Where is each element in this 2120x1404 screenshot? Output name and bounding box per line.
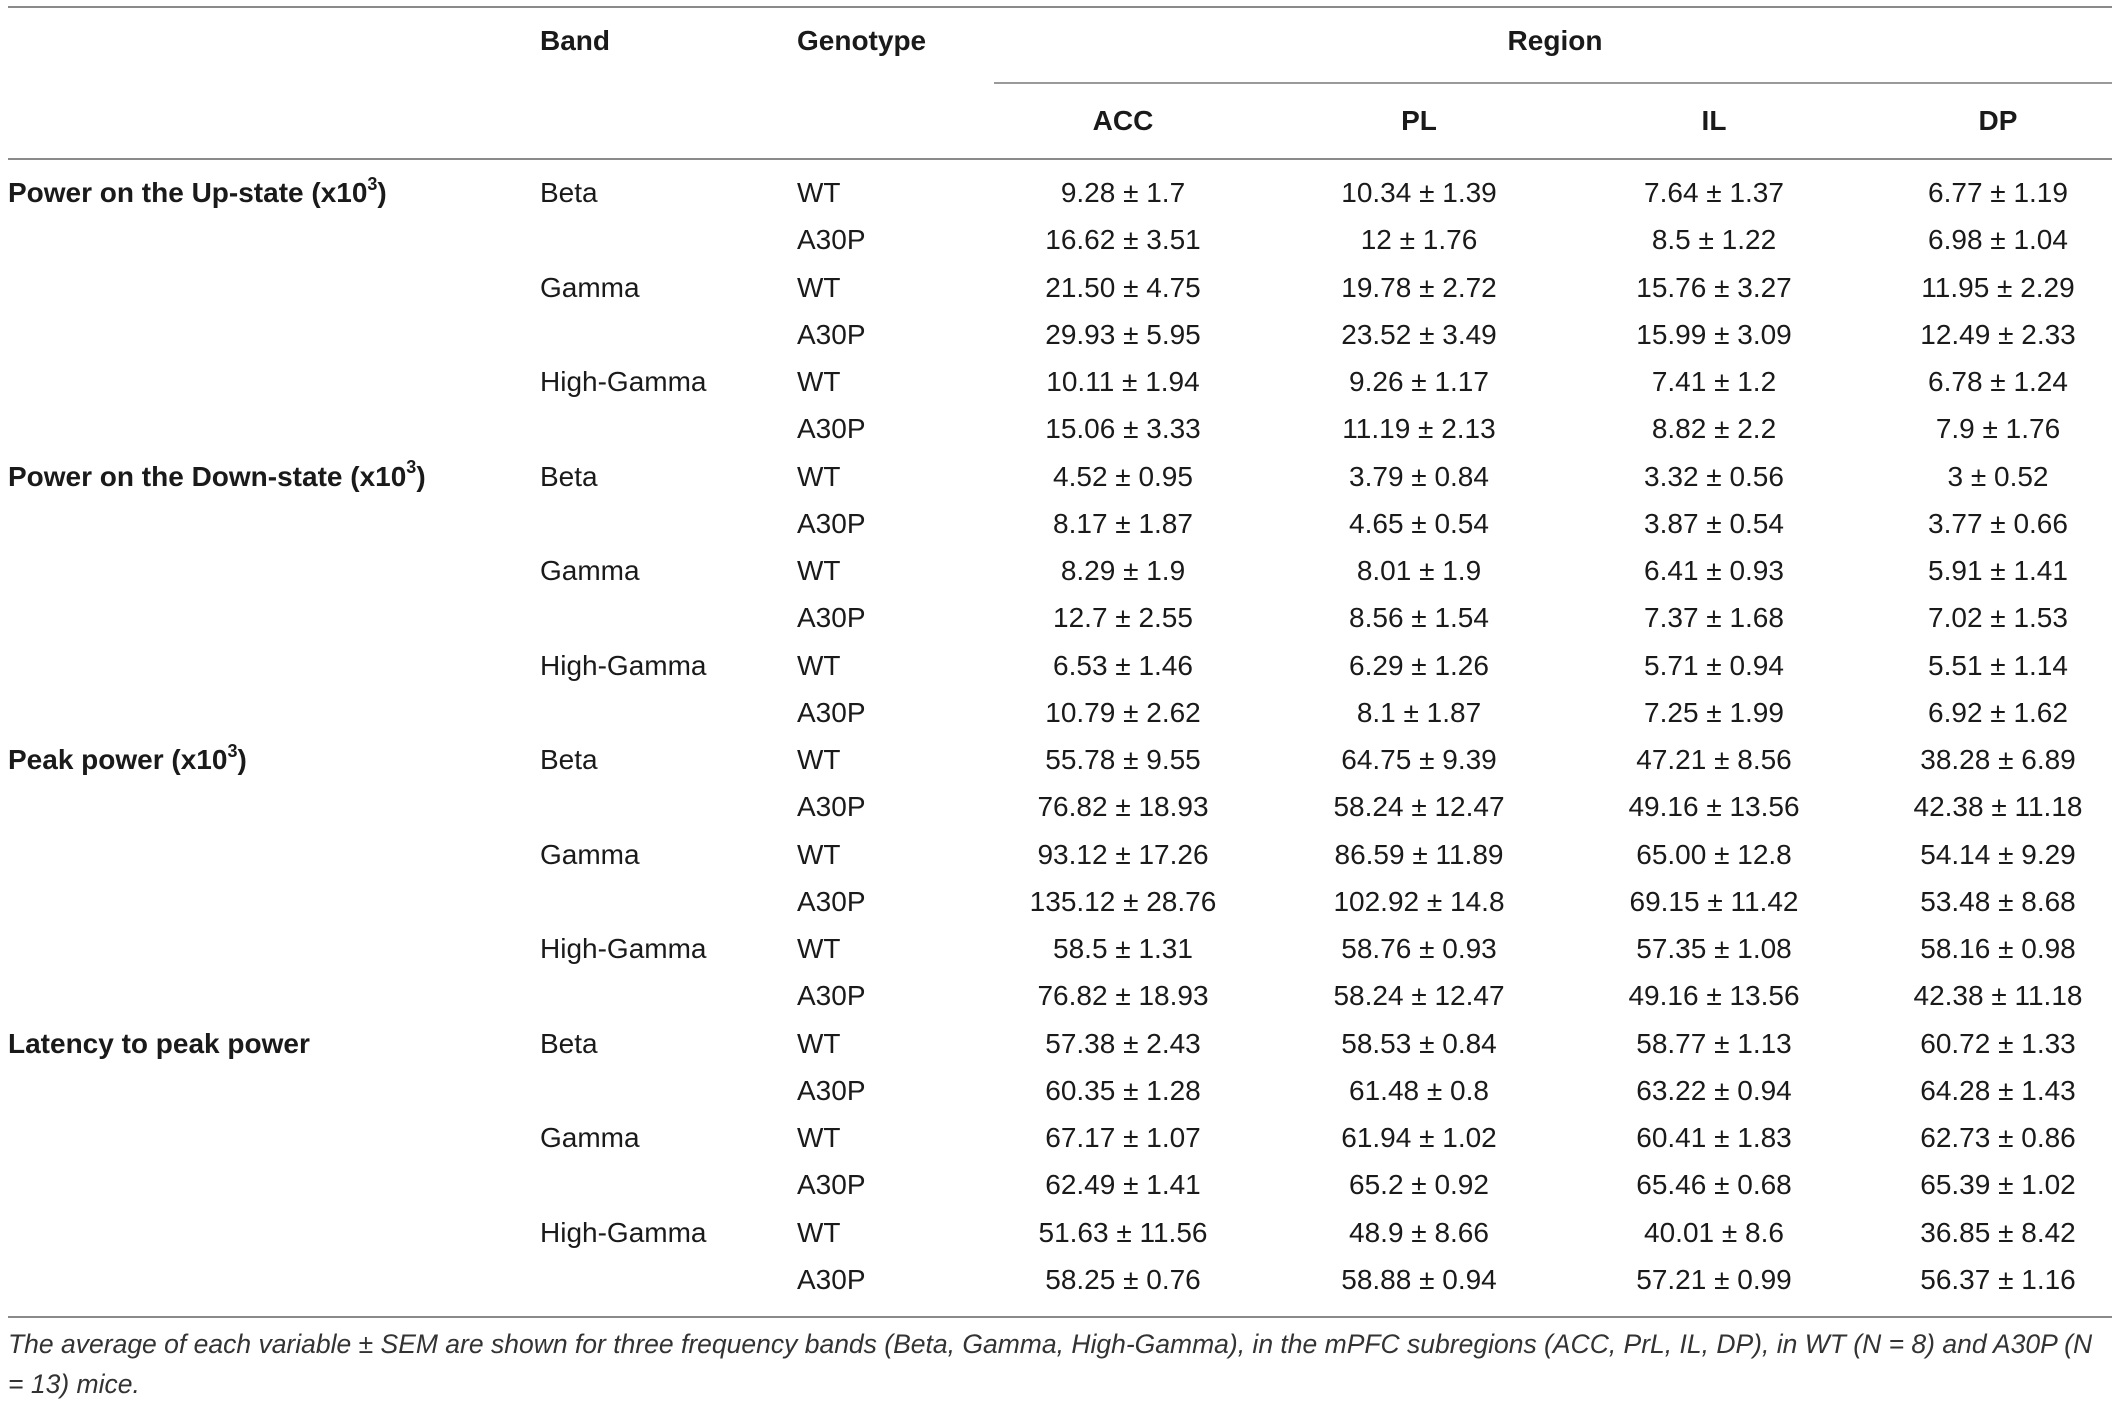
value-cell: 8.82 ± 2.2 <box>1651 413 1777 445</box>
value-cell: 76.82 ± 18.93 <box>1037 791 1209 823</box>
genotype-cell: A30P <box>797 318 866 350</box>
value-cell: 135.12 ± 28.76 <box>1029 885 1217 917</box>
section-label-text: Latency to peak power <box>8 1027 310 1059</box>
value-cell: 8.56 ± 1.54 <box>1349 602 1489 634</box>
genotype-cell: A30P <box>797 1074 866 1106</box>
band-cell: High-Gamma <box>540 933 707 964</box>
header-region-acc: ACC <box>1092 105 1154 136</box>
value-cell: 53.48 ± 8.68 <box>1920 885 2076 917</box>
value-cell: 76.82 ± 18.93 <box>1037 980 1209 1012</box>
section-label-suffix: ) <box>377 177 387 208</box>
value-cell: 42.38 ± 11.18 <box>1913 980 2083 1012</box>
value-cell: 36.85 ± 8.42 <box>1920 1216 2076 1248</box>
value-cell: 3.87 ± 0.54 <box>1644 507 1784 539</box>
value-cell: 19.78 ± 2.72 <box>1341 271 1497 303</box>
genotype-cell: WT <box>797 1027 841 1059</box>
genotype-cell: WT <box>797 649 841 681</box>
value-cell: 6.53 ± 1.46 <box>1053 649 1193 681</box>
value-cell: 8.1 ± 1.87 <box>1356 696 1482 728</box>
genotype-cell: WT <box>797 838 841 870</box>
value-cell: 38.28 ± 6.89 <box>1920 744 2076 775</box>
section-label-exponent: 3 <box>227 740 238 761</box>
value-cell: 63.22 ± 0.94 <box>1636 1074 1792 1106</box>
value-cell: 61.48 ± 0.8 <box>1349 1074 1489 1106</box>
band-cell: Gamma <box>540 1122 640 1153</box>
value-cell: 58.76 ± 0.93 <box>1341 933 1497 964</box>
genotype-cell: A30P <box>797 507 866 539</box>
value-cell: 8.29 ± 1.9 <box>1060 555 1186 586</box>
value-cell: 60.41 ± 1.83 <box>1636 1122 1792 1153</box>
value-cell: 10.11 ± 1.94 <box>1046 366 1200 397</box>
value-cell: 86.59 ± 11.89 <box>1334 838 1504 870</box>
value-cell: 7.02 ± 1.53 <box>1928 602 2068 634</box>
value-cell: 60.72 ± 1.33 <box>1920 1027 2076 1059</box>
value-cell: 7.37 ± 1.68 <box>1644 602 1784 634</box>
band-cell: High-Gamma <box>540 649 707 681</box>
genotype-cell: A30P <box>797 696 866 728</box>
header-genotype: Genotype <box>797 25 927 56</box>
table-bottom-rule <box>8 1316 2112 1318</box>
value-cell: 67.17 ± 1.07 <box>1045 1122 1201 1153</box>
value-cell: 12.49 ± 2.33 <box>1920 318 2076 350</box>
value-cell: 3.32 ± 0.56 <box>1644 460 1784 492</box>
header-region-dp: DP <box>1978 105 2018 136</box>
value-cell: 6.78 ± 1.24 <box>1928 366 2068 397</box>
value-cell: 58.53 ± 0.84 <box>1341 1027 1497 1059</box>
genotype-cell: A30P <box>797 413 866 445</box>
value-cell: 58.24 ± 12.47 <box>1333 980 1505 1012</box>
band-cell: Beta <box>540 177 598 208</box>
value-cell: 8.5 ± 1.22 <box>1651 224 1777 256</box>
genotype-cell: WT <box>797 460 841 492</box>
value-cell: 7.25 ± 1.99 <box>1644 696 1784 728</box>
value-cell: 15.06 ± 3.33 <box>1045 413 1201 445</box>
value-cell: 65.2 ± 0.92 <box>1349 1169 1489 1201</box>
band-cell: Beta <box>540 1027 598 1059</box>
value-cell: 9.26 ± 1.17 <box>1349 366 1489 397</box>
top-rule <box>8 6 2112 8</box>
value-cell: 56.37 ± 1.16 <box>1920 1263 2076 1295</box>
value-cell: 64.75 ± 9.39 <box>1341 744 1497 775</box>
value-cell: 65.00 ± 12.8 <box>1636 838 1792 870</box>
value-cell: 58.88 ± 0.94 <box>1341 1263 1497 1295</box>
value-cell: 49.16 ± 13.56 <box>1628 980 1800 1012</box>
genotype-cell: A30P <box>797 980 866 1012</box>
section-label <box>8 173 387 210</box>
value-cell: 58.5 ± 1.31 <box>1053 933 1193 964</box>
value-cell: 3.79 ± 0.84 <box>1349 460 1489 492</box>
value-cell: 60.35 ± 1.28 <box>1045 1074 1201 1106</box>
value-cell: 4.52 ± 0.95 <box>1053 460 1193 492</box>
value-cell: 29.93 ± 5.95 <box>1045 318 1201 350</box>
genotype-cell: A30P <box>797 224 866 256</box>
section-label-exponent: 3 <box>367 173 378 194</box>
genotype-cell: WT <box>797 366 841 397</box>
value-cell: 93.12 ± 17.26 <box>1037 838 1209 870</box>
value-cell: 11.95 ± 2.29 <box>1921 271 2075 303</box>
section-label <box>8 1027 310 1061</box>
section-label <box>8 740 247 777</box>
value-cell: 21.50 ± 4.75 <box>1045 271 1201 303</box>
value-cell: 62.49 ± 1.41 <box>1045 1169 1201 1201</box>
band-cell: Gamma <box>540 271 640 303</box>
value-cell: 10.79 ± 2.62 <box>1045 696 1201 728</box>
value-cell: 16.62 ± 3.51 <box>1045 224 1201 256</box>
value-cell: 7.41 ± 1.2 <box>1651 366 1777 397</box>
value-cell: 15.99 ± 3.09 <box>1636 318 1792 350</box>
genotype-cell: WT <box>797 1122 841 1153</box>
genotype-cell: WT <box>797 744 841 775</box>
value-cell: 6.29 ± 1.26 <box>1349 649 1489 681</box>
genotype-cell: A30P <box>797 1169 866 1201</box>
value-cell: 12 ± 1.76 <box>1360 224 1478 256</box>
value-cell: 55.78 ± 9.55 <box>1045 744 1201 775</box>
value-cell: 23.52 ± 3.49 <box>1341 318 1497 350</box>
value-cell: 57.35 ± 1.08 <box>1636 933 1792 964</box>
genotype-cell: A30P <box>797 602 866 634</box>
section-label-exponent: 3 <box>406 457 417 478</box>
value-cell: 6.41 ± 0.93 <box>1644 555 1784 586</box>
section-label-suffix: ) <box>416 460 426 492</box>
band-cell: Beta <box>540 460 598 492</box>
value-cell: 7.9 ± 1.76 <box>1935 413 2061 445</box>
header-region: Region <box>1507 25 1603 56</box>
value-cell: 42.38 ± 11.18 <box>1913 791 2083 823</box>
value-cell: 57.38 ± 2.43 <box>1045 1027 1201 1059</box>
genotype-cell: WT <box>797 177 841 208</box>
value-cell: 65.46 ± 0.68 <box>1636 1169 1792 1201</box>
value-cell: 5.71 ± 0.94 <box>1644 649 1784 681</box>
value-cell: 5.91 ± 1.41 <box>1928 555 2068 586</box>
value-cell: 58.25 ± 0.76 <box>1045 1263 1201 1295</box>
header-bottom-rule <box>8 158 2112 160</box>
value-cell: 11.19 ± 2.13 <box>1342 413 1496 445</box>
value-cell: 8.17 ± 1.87 <box>1053 507 1193 539</box>
header-region-pl: PL <box>1401 105 1437 136</box>
genotype-cell: WT <box>797 271 841 303</box>
header-band: Band <box>540 25 610 56</box>
value-cell: 58.16 ± 0.98 <box>1920 933 2076 964</box>
band-cell: Beta <box>540 744 598 775</box>
value-cell: 61.94 ± 1.02 <box>1341 1122 1497 1153</box>
value-cell: 49.16 ± 13.56 <box>1628 791 1800 823</box>
value-cell: 7.64 ± 1.37 <box>1644 177 1784 208</box>
band-cell: Gamma <box>540 555 640 586</box>
value-cell: 9.28 ± 1.7 <box>1060 177 1186 208</box>
band-cell: High-Gamma <box>540 1216 707 1248</box>
section-label-text: Power on the Down-state (x10 <box>8 460 407 492</box>
region-underline <box>994 82 2112 84</box>
value-cell: 62.73 ± 0.86 <box>1920 1122 2076 1153</box>
value-cell: 54.14 ± 9.29 <box>1920 838 2076 870</box>
genotype-cell: A30P <box>797 1263 866 1295</box>
value-cell: 15.76 ± 3.27 <box>1636 271 1792 303</box>
value-cell: 58.24 ± 12.47 <box>1333 791 1505 823</box>
value-cell: 6.92 ± 1.62 <box>1928 696 2068 728</box>
value-cell: 69.15 ± 11.42 <box>1629 885 1799 917</box>
value-cell: 57.21 ± 0.99 <box>1636 1263 1792 1295</box>
value-cell: 10.34 ± 1.39 <box>1341 177 1497 208</box>
section-label-suffix: ) <box>237 744 247 775</box>
value-cell: 48.9 ± 8.66 <box>1349 1216 1489 1248</box>
value-cell: 5.51 ± 1.14 <box>1928 649 2068 681</box>
value-cell: 6.77 ± 1.19 <box>1928 177 2068 208</box>
genotype-cell: WT <box>797 933 841 964</box>
value-cell: 102.92 ± 14.8 <box>1333 885 1505 917</box>
value-cell: 12.7 ± 2.55 <box>1053 602 1193 634</box>
value-cell: 6.98 ± 1.04 <box>1928 224 2068 256</box>
genotype-cell: WT <box>797 555 841 586</box>
value-cell: 58.77 ± 1.13 <box>1636 1027 1792 1059</box>
genotype-cell: A30P <box>797 885 866 917</box>
genotype-cell: A30P <box>797 791 866 823</box>
value-cell: 3.77 ± 0.66 <box>1928 507 2068 539</box>
section-label-text: Power on the Up-state (x10 <box>8 177 368 208</box>
section-label-text: Peak power (x10 <box>8 744 228 775</box>
value-cell: 40.01 ± 8.6 <box>1644 1216 1784 1248</box>
header-region-il: IL <box>1701 105 1727 136</box>
band-cell: High-Gamma <box>540 366 707 397</box>
table-caption: The average of each variable ± SEM are shown for three frequency bands (Beta, Gamma, High-Gamma), in the mPFC subregions (ACC, PrL, IL, DP), in WT (N = 8) and A30P (N = 13) mice. <box>8 1329 2093 1399</box>
genotype-cell: WT <box>797 1216 841 1248</box>
value-cell: 51.63 ± 11.56 <box>1038 1216 1208 1248</box>
band-cell: Gamma <box>540 838 640 870</box>
value-cell: 65.39 ± 1.02 <box>1920 1169 2076 1201</box>
value-cell: 47.21 ± 8.56 <box>1636 744 1792 775</box>
value-cell: 64.28 ± 1.43 <box>1920 1074 2076 1106</box>
value-cell: 8.01 ± 1.9 <box>1356 555 1482 586</box>
section-label <box>8 457 426 494</box>
value-cell: 4.65 ± 0.54 <box>1349 507 1489 539</box>
value-cell: 3 ± 0.52 <box>1947 460 2049 492</box>
